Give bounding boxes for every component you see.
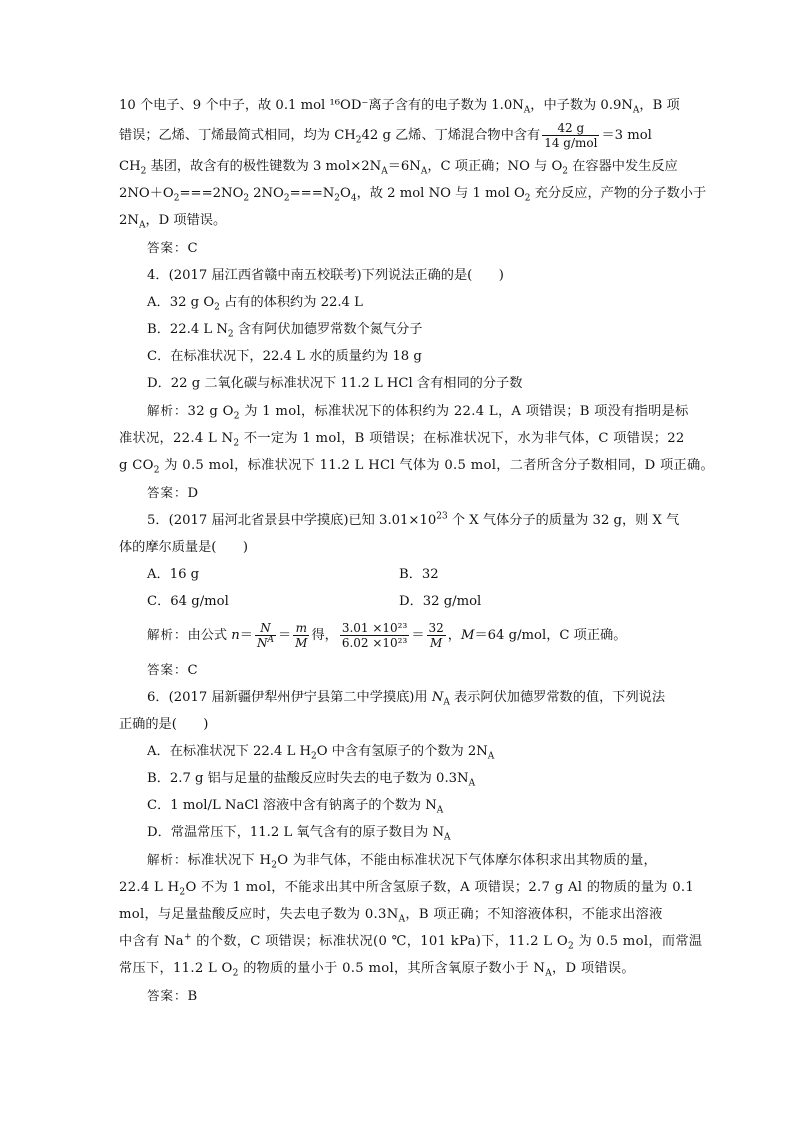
q6-option-d: D．常温常压下，11.2 L 氧气含有的原子数目为 $N_A$ xyxy=(147,825,451,843)
q6-solution-line-2: 22.4 L $H_2O$ 不为 1 mol，不能求出其中所含氢原子数，A 项错误；2.7 g Al 的物质的量为 0.1 xyxy=(119,880,695,898)
q6-solution-line-5: 常压下，11.2 L $O_2$ 的物质的量小于 0.5 mol，其所含氧原子数小于 $N_A$，D 项错误。 xyxy=(119,961,635,979)
continuation-line-3: $CH_2$ 基团，故含有的极性键数为 3 $mol\times 2N_A=6N_A$，C 项正确；NO 与 $O_2$ 在容器中发生反应 xyxy=(119,159,678,177)
q4-solution-line-2: 准状况，22.4 L $N_2$ 不一定为 1 mol，B 项错误；在标准状况下，水为非气体，C 项错误；22 xyxy=(119,431,685,449)
continuation-line-4: $2NO+O_2===2NO_2$ $2NO_2===N_2O_4$，故 2 mol NO 与 1 mol $O_2$ 充分反应，产物的分子数小于 xyxy=(119,186,707,204)
q5-option-b: B．32 xyxy=(399,567,439,582)
q4-solution-line-3: g $CO_2$ 为 0.5 mol，标准状况下 11.2 L HCl 气体为 0.5 mol，二者所含分子数相同，D 项正确。 xyxy=(119,458,714,476)
q5-option-a: A．16 g xyxy=(147,567,200,582)
fraction: $\frac{42 g}{\text{14 g/mol}}$ xyxy=(544,121,598,150)
fraction-n-over-na: $\frac{N}{N^A}$ xyxy=(256,621,274,650)
q4-answer: 答案：D xyxy=(147,485,199,501)
q5-options-row-1 xyxy=(119,561,675,588)
q4-option-b: B．22.4 L $N_2$ 含有阿伏加德罗常数个氮气分子 xyxy=(147,322,423,340)
q4-option-d: D．22 g 二氧化碳与标准状况下 11.2 L HCl 含有相同的分子数 xyxy=(147,376,523,391)
continuation-line-2: 错误；乙烯、丁烯最简式相同，均为 $CH_242$ g 乙烯、丁烯混合物中含有 $\frac{42 g}{\text{14 g/mol}}$ ＝3 mol xyxy=(119,121,652,150)
q6-solution-line-3: mol，与足量盐酸反应时，失去电子数为 $0.3N_A$，B 项正确；不知溶液体积，不能求出溶液 xyxy=(119,907,663,925)
q6-option-c: C．1 mol/L NaCl 溶液中含有钠离子的个数为 $N_A$ xyxy=(147,798,444,816)
q6-option-a: A．在标准状况下 22.4 L $H_2O$ 中含有氢原子的个数为 $2N_A$ xyxy=(147,744,495,762)
fraction-mass-over-M: $\frac{32}{M}$ xyxy=(428,621,444,650)
q4-option-a: A．32 g $O_2$ 占有的体积约为 22.4 L xyxy=(147,295,363,313)
question-4-stem: 4．(2017 届江西省赣中南五校联考)下列说法正确的是( ) xyxy=(147,268,504,283)
q6-solution-line-1: 解析：标准状况下 $H_2O$ 为非气体，不能由标准状况下气体摩尔体积求出其物质的量， xyxy=(147,852,658,871)
q4-solution-line-1: 解析：32 g $O_2$ 为 1 mol，标准状况下的体积约为 22.4 L，A 项错误；B 项没有指明是标 xyxy=(147,403,689,422)
q4-option-c: C．在标准状况下，22.4 L 水的质量约为 18 g xyxy=(147,349,422,364)
fraction-count-ratio: $\frac{\text{3.01 ×10²³}}{\text{6.02 ×10²³}}$ xyxy=(341,621,408,650)
question-6-stem-line-1: 6．(2017 届新疆伊犁州伊宁县第二中学摸底)用 $N_A$ 表示阿伏加德罗常数的值，下列说法 xyxy=(147,690,666,708)
question-6-stem-line-2: 正确的是( ) xyxy=(119,717,209,732)
document-page xyxy=(119,92,714,1010)
continuation-line-5: $2N_A$，D 项错误。 xyxy=(119,213,227,231)
q5-option-d: D．32 g/mol xyxy=(399,594,482,609)
answer-prev: 答案：C xyxy=(147,240,198,256)
q6-answer: 答案：B xyxy=(147,988,198,1004)
q6-option-b: B．2.7 g 铝与足量的盐酸反应时失去的电子数为 $0.3N_A$ xyxy=(147,771,476,789)
q6-solution-line-4: 中含有 Na+ 的个数，C 项错误；标准状况(0 ℃，101 kPa)下，11.2 L $O_2$ 为 0.5 mol，而常温 xyxy=(119,932,703,952)
question-5-stem-line-1: 5．(2017 届河北省景县中学摸底)已知 $3.01\times 10^{23}$ 个 X 气体分子的质量为 32 g，则 X 气 xyxy=(147,511,680,528)
fraction-m-over-M: $\frac{m}{M}$ xyxy=(295,621,308,650)
continuation-line-1: 10 个电子、9 个中子，故 0.1 mol ¹⁶OD⁻离子含有的电子数为 $1.0N_A$，中子数为 $0.9N_A$，B 项 xyxy=(119,98,680,116)
q5-options-row-2 xyxy=(119,588,675,615)
q5-solution: 解析：由公式 n＝ $\frac{N}{N^A}$ ＝ $\frac{m}{M}$ 得， $\frac{\text{3.01 ×10²³}}{\text{6.02 ×10²³}}$ ＝ $\frac{32}{M}$ ，M＝64 g/mol，C 项正确。 xyxy=(147,621,627,650)
question-5-stem-line-2: 体的摩尔质量是( ) xyxy=(119,540,248,555)
q5-answer: 答案：C xyxy=(147,662,198,678)
q5-option-c: C．64 g/mol xyxy=(147,594,229,609)
